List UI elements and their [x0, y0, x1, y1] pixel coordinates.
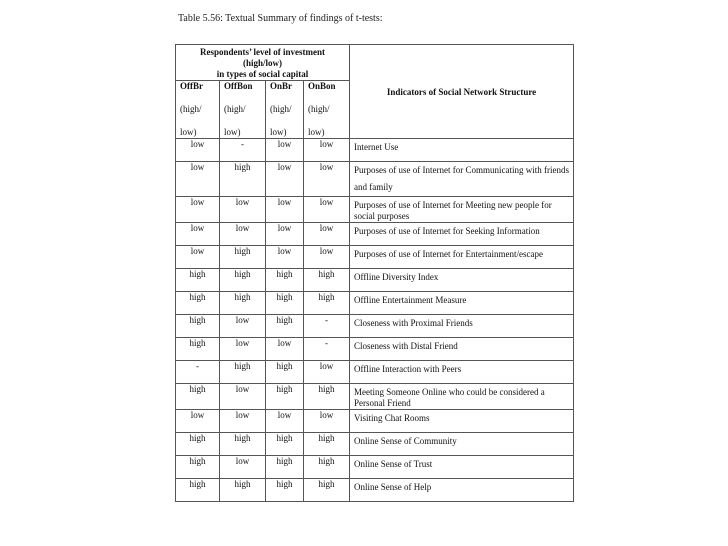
cell-offbon: - [220, 139, 266, 162]
table-row [176, 479, 574, 502]
cell-offbon: low [220, 197, 266, 223]
column-code: OffBon [224, 81, 253, 91]
cell-offbr: high [176, 456, 220, 479]
cell-offbr: high [176, 479, 220, 502]
cell-offbon: low [220, 456, 266, 479]
column-header-onbr [266, 81, 304, 139]
cell-onbr: low [266, 246, 304, 269]
table-row [176, 139, 574, 162]
column-code: OffBr [180, 81, 203, 91]
investment-group-header [176, 45, 350, 81]
table-row [176, 269, 574, 292]
cell-offbr: low [176, 410, 220, 433]
column-header-offbr [176, 81, 220, 139]
cell-onbon: high [304, 456, 350, 479]
cell-onbr: high [266, 361, 304, 384]
cell-offbon: low [220, 315, 266, 338]
cell-offbon: high [220, 361, 266, 384]
table-caption: Table 5.56: Textual Summary of findings of t-tests: [178, 13, 383, 24]
group-title-line3: in types of social capital [216, 69, 309, 79]
cell-indicator: Purposes of use of Internet for Meeting new people for social purposes [350, 197, 574, 223]
column-hl2: low) [308, 127, 325, 137]
table-row [176, 246, 574, 269]
cell-onbr: low [266, 162, 304, 197]
cell-offbr: high [176, 384, 220, 410]
table-row [176, 292, 574, 315]
cell-onbon: low [304, 197, 350, 223]
cell-offbon: low [220, 338, 266, 361]
cell-offbr: low [176, 162, 220, 197]
indicators-header: Indicators of Social Network Structure [350, 45, 574, 139]
cell-offbon: low [220, 384, 266, 410]
cell-onbr: high [266, 292, 304, 315]
cell-offbr: low [176, 223, 220, 246]
table-row [176, 410, 574, 433]
cell-onbon: - [304, 315, 350, 338]
cell-offbon: high [220, 433, 266, 456]
cell-onbr: high [266, 433, 304, 456]
group-title-line1: Respondents’ level of investment [199, 47, 326, 57]
column-hl1: (high/ [270, 104, 292, 114]
cell-indicator: Online Sense of Help [350, 479, 574, 502]
cell-indicator: Offline Diversity Index [350, 269, 574, 292]
cell-indicator: Visiting Chat Rooms [350, 410, 574, 433]
cell-onbr: high [266, 269, 304, 292]
cell-offbr: - [176, 361, 220, 384]
cell-offbr: low [176, 197, 220, 223]
findings-table [175, 44, 574, 502]
column-code: OnBon [308, 81, 336, 91]
column-hl2: low) [270, 127, 287, 137]
cell-indicator: Offline Entertainment Measure [350, 292, 574, 315]
table-row [176, 456, 574, 479]
cell-onbon: high [304, 269, 350, 292]
cell-indicator: Closeness with Proximal Friends [350, 315, 574, 338]
cell-indicator: Meeting Someone Online who could be considered a Personal Friend [350, 384, 574, 410]
column-hl1: (high/ [224, 104, 246, 114]
table-row [176, 162, 574, 197]
cell-offbon: low [220, 410, 266, 433]
cell-indicator: Purposes of use of Internet for Seeking Information [350, 223, 574, 246]
cell-onbr: low [266, 338, 304, 361]
cell-onbr: high [266, 315, 304, 338]
column-header-offbon [220, 81, 266, 139]
table-row [176, 315, 574, 338]
cell-onbon: low [304, 139, 350, 162]
cell-offbr: high [176, 292, 220, 315]
cell-offbr: high [176, 269, 220, 292]
cell-onbon: high [304, 479, 350, 502]
cell-indicator: Closeness with Distal Friend [350, 338, 574, 361]
cell-onbon: high [304, 292, 350, 315]
cell-onbr: low [266, 410, 304, 433]
table-row [176, 384, 574, 410]
cell-onbon: low [304, 410, 350, 433]
cell-onbon: high [304, 433, 350, 456]
table-row [176, 223, 574, 246]
cell-offbon: high [220, 246, 266, 269]
cell-onbon: high [304, 384, 350, 410]
column-code: OnBr [270, 81, 293, 91]
cell-onbr: high [266, 479, 304, 502]
cell-offbon: low [220, 223, 266, 246]
cell-offbr: low [176, 139, 220, 162]
cell-offbr: high [176, 315, 220, 338]
cell-onbon: low [304, 162, 350, 197]
cell-onbr: high [266, 456, 304, 479]
cell-indicator: Purposes of use of Internet for Entertainment/escape [350, 246, 574, 269]
cell-onbon: - [304, 338, 350, 361]
cell-offbon: high [220, 269, 266, 292]
cell-onbr: low [266, 223, 304, 246]
group-title-line2: (high/low) [243, 58, 283, 68]
cell-onbon: low [304, 223, 350, 246]
cell-offbr: high [176, 338, 220, 361]
cell-indicator: Online Sense of Community [350, 433, 574, 456]
table-row [176, 338, 574, 361]
column-hl1: (high/ [180, 104, 202, 114]
table-row [176, 433, 574, 456]
cell-offbr: high [176, 433, 220, 456]
column-hl1: (high/ [308, 104, 330, 114]
cell-offbr: low [176, 246, 220, 269]
cell-offbon: high [220, 292, 266, 315]
cell-onbr: high [266, 384, 304, 410]
cell-onbr: low [266, 197, 304, 223]
cell-onbr: low [266, 139, 304, 162]
cell-offbon: high [220, 479, 266, 502]
cell-indicator: Purposes of use of Internet for Communicating with friends and family [350, 162, 574, 197]
cell-indicator: Online Sense of Trust [350, 456, 574, 479]
column-hl2: low) [180, 127, 197, 137]
table-row [176, 197, 574, 223]
table-row [176, 361, 574, 384]
cell-indicator: Offline Interaction with Peers [350, 361, 574, 384]
column-header-onbon [304, 81, 350, 139]
cell-onbon: low [304, 246, 350, 269]
cell-indicator: Internet Use [350, 139, 574, 162]
column-hl2: low) [224, 127, 241, 137]
cell-onbon: low [304, 361, 350, 384]
cell-offbon: high [220, 162, 266, 197]
